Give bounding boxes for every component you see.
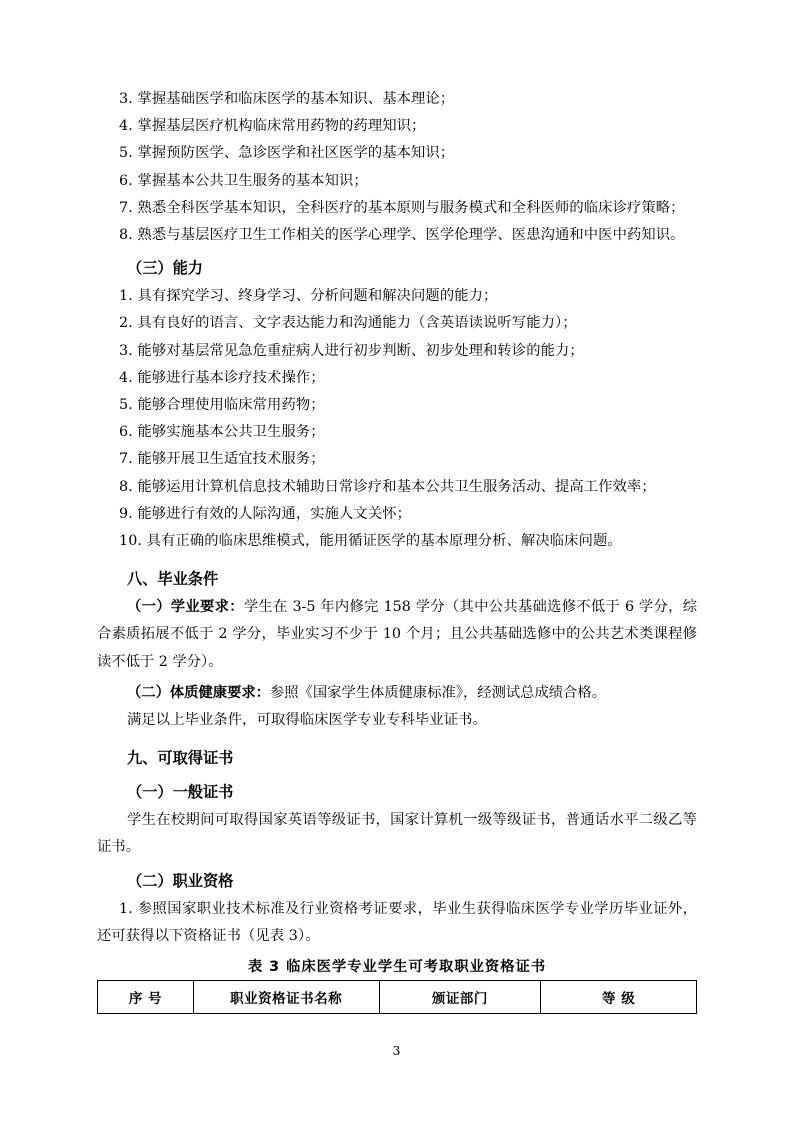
page-number: 3 bbox=[392, 1043, 401, 1058]
list-item: 1. 具有探究学习、终身学习、分析问题和解决问题的能力； bbox=[119, 288, 498, 305]
section-heading-certificates: 九、可取得证书 bbox=[127, 749, 234, 768]
spacer bbox=[97, 734, 697, 743]
label-academic-requirement: （一）学业要求： bbox=[127, 599, 244, 616]
text-academic-requirement: 学生在 3-5 年内修完 158 学分（其中公共基础选修不低于 6 学分，综合素质拓展不低于 2 学分，毕业实习不少于 10 个月；且公共基础选修中的公共艺术类课程修读不低于 2 学分）。 bbox=[97, 599, 697, 670]
list-item: 5. 掌握预防医学、急诊医学和社区医学的基本知识； bbox=[119, 145, 455, 162]
list-item: 3. 掌握基础医学和临床医学的基本知识、基本理论； bbox=[119, 91, 455, 107]
table-col-header-seq: 序 号 bbox=[98, 981, 194, 1014]
list-item: 7. 能够开展卫生适宜技术服务； bbox=[119, 451, 325, 468]
table-col-header-cert-name: 职业资格证书名称 bbox=[193, 981, 379, 1014]
list-item: 6. 掌握基本公共卫生服务的基本知识； bbox=[119, 172, 368, 189]
list-item: 10. 具有正确的临床思维模式，能用循证医学的基本原理分析、解决临床问题。 bbox=[119, 533, 622, 550]
list-item: 4. 能够进行基本诊疗技术操作； bbox=[119, 369, 325, 386]
list-item: 8. 熟悉与基层医疗卫生工作相关的医学心理学、医学伦理学、医患沟通和中医中药知识。 bbox=[119, 227, 685, 244]
section-heading-graduation: 八、毕业条件 bbox=[127, 570, 219, 589]
list-item: 5. 能够合理使用临床常用药物； bbox=[119, 397, 325, 414]
paragraph-general-certificate: 学生在校期间可取得国家英语等级证书，国家计算机一级等级证书，普通话水平二级乙等证书。 bbox=[97, 812, 697, 856]
table-caption: 表 3 临床医学专业学生可考取职业资格证书 bbox=[247, 959, 547, 976]
paragraph-health-requirement bbox=[97, 680, 697, 707]
label-health-requirement: （二）体质健康要求： bbox=[127, 684, 270, 701]
list-item: 3. 能够对基层常见急危重症病人进行初步判断、初步处理和转诊的能力； bbox=[119, 342, 584, 359]
paragraph-graduation-certificate: 满足以上毕业条件，可取得临床医学专业专科毕业证书。 bbox=[127, 712, 487, 729]
list-item: 9. 能够进行有效的人际沟通，实施人文关怀； bbox=[119, 505, 412, 522]
subsection-heading-general-certificate: （一）一般证书 bbox=[127, 783, 234, 802]
list-item: 8. 能够运用计算机信息技术辅助日常诊疗和基本公共卫生服务活动、提高工作效率； bbox=[119, 478, 656, 495]
page-content bbox=[97, 86, 697, 1014]
subsection-heading-ability: （三）能力 bbox=[127, 259, 203, 278]
paragraph-vocational-qualification: 1. 参照国家职业技术标准及行业资格考证要求，毕业生获得临床医学专业学历毕业证外，还可获得以下资格证书（见表 3）。 bbox=[97, 900, 697, 944]
paragraph-academic-requirement bbox=[97, 594, 697, 676]
list-item: 6. 能够实施基本公共卫生服务； bbox=[119, 424, 325, 441]
list-item: 4. 掌握基层医疗机构临床常用药物的药理知识； bbox=[119, 118, 426, 135]
spacer bbox=[97, 555, 697, 564]
list-item: 2. 具有良好的语言、文字表达能力和沟通能力（含英语读说听写能力）； bbox=[119, 315, 577, 332]
subsection-heading-vocational-qualification: （二）职业资格 bbox=[127, 871, 234, 890]
table-col-header-level: 等 级 bbox=[541, 981, 697, 1014]
table-header-row bbox=[98, 981, 697, 1014]
table-col-header-issuer: 颁证部门 bbox=[379, 981, 541, 1014]
certificate-table bbox=[97, 980, 697, 1014]
list-item: 7. 熟悉全科医学基本知识，全科医疗的基本原则与服务模式和全科医师的临床诊疗策略； bbox=[119, 199, 685, 216]
text-health-requirement: 参照《国家学生体质健康标准》，经测试总成绩合格。 bbox=[269, 684, 606, 701]
